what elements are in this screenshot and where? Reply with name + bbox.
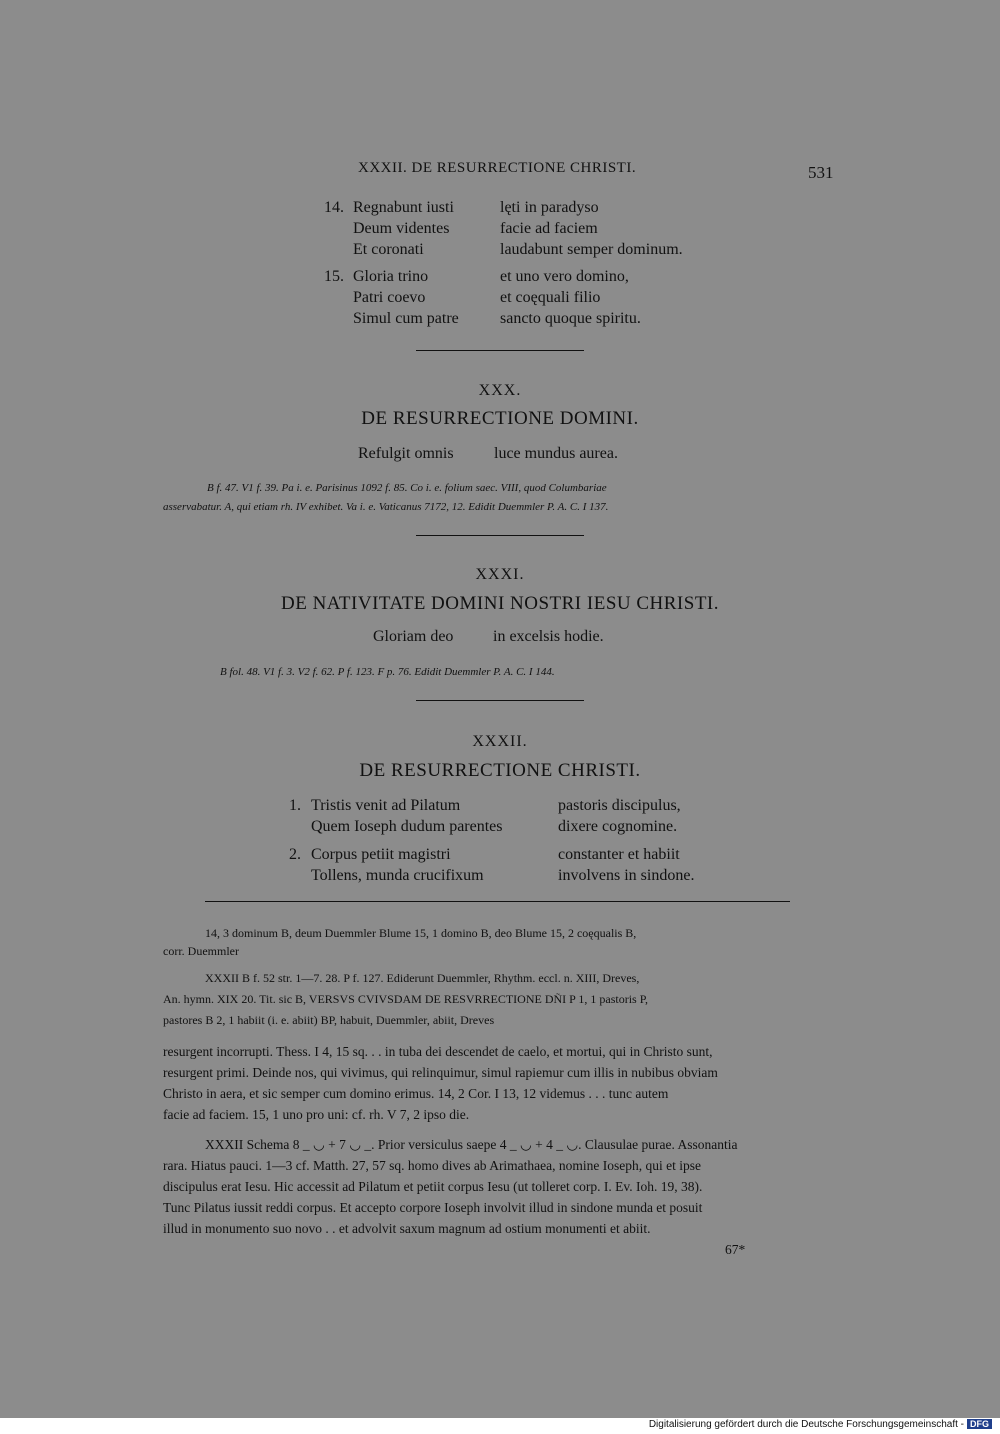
stanza-number: 15.: [324, 268, 344, 285]
verse-line: involvens in sindone.: [558, 867, 695, 884]
verse-line: Tristis venit ad Pilatum: [311, 797, 461, 814]
verse-line: lęti in paradyso: [500, 199, 599, 216]
stanza-number: 1.: [289, 797, 301, 814]
verse-line: sancto quoque spiritu.: [500, 310, 641, 327]
commentary-line: resurgent incorrupti. Thess. I 4, 15 sq. . . in tuba dei descendet de caelo, et mortui, qui in Christo sunt,: [163, 1044, 713, 1059]
section-divider: [416, 700, 584, 701]
apparatus-line: An. hymn. XIX 20. Tit. sic B, VERSVS CVIVSDAM DE RESVRRECTIONE DÑI P 1, 1 pastoris P,: [163, 992, 649, 1006]
verse-line: pastoris discipulus,: [558, 797, 681, 814]
dfg-logo: DFG: [967, 1419, 992, 1429]
manuscript-list: asservabatur. A, qui etiam rh. IV exhibet. Va i. e. Vaticanus 7172, 12. Edidit Duemmler P. A. C. I 137.: [163, 501, 609, 513]
verse-line: Corpus petiit magistri: [311, 846, 451, 863]
apparatus-line: pastores B 2, 1 habiit (i. e. abiit) BP, habuit, Duemmler, abiit, Dreves: [163, 1013, 495, 1027]
apparatus-divider: [205, 901, 790, 902]
commentary-line: rara. Hiatus pauci. 1—3 cf. Matth. 27, 57 sq. homo dives ab Arimathaea, nomine Ioseph, qui et ipse: [163, 1158, 702, 1173]
verse-line: facie ad faciem: [500, 220, 598, 237]
verse-line: Et coronati: [353, 241, 424, 258]
section-title: DE RESURRECTIONE CHRISTI.: [359, 760, 641, 781]
manuscript-list: B fol. 48. V1 f. 3. V2 f. 62. P f. 123. F p. 76. Edidit Duemmler P. A. C. I 144.: [220, 666, 555, 678]
verse-line: Regnabunt iusti: [353, 199, 454, 216]
commentary-line: facie ad faciem. 15, 1 uno pro uni: cf. rh. V 7, 2 ipso die.: [163, 1107, 470, 1122]
funding-notice: [649, 1419, 992, 1430]
apparatus-line: XXXII B f. 52 str. 1—7. 28. P f. 127. Ediderunt Duemmler, Rhythm. eccl. n. XIII, Dreves,: [205, 971, 640, 985]
section-divider: [416, 535, 584, 536]
section-title: DE NATIVITATE DOMINI NOSTRI IESU CHRISTI.: [281, 593, 719, 614]
commentary-line: Christo in aera, et sic semper cum domino erimus. 14, 2 Cor. I 13, 12 videmus . . . tunc autem: [163, 1086, 669, 1101]
stanza-number: 2.: [289, 846, 301, 863]
page-number: 531: [808, 163, 834, 182]
stanza-number: 14.: [324, 199, 344, 216]
funding-text: Digitalisierung gefördert durch die Deutsche Forschungsgemeinschaft -: [648, 1419, 964, 1430]
incipit: luce mundus aurea.: [494, 445, 618, 462]
commentary-line: XXXII Schema 8 _ ◡ + 7 ◡ _. Prior versiculus saepe 4 _ ◡ + 4 _ ◡. Clausulae purae. Assonantia: [205, 1137, 738, 1152]
section-title: DE RESURRECTIONE DOMINI.: [361, 408, 639, 429]
verse-line: Deum videntes: [353, 220, 450, 237]
signature-mark: 67*: [725, 1242, 746, 1257]
manuscript-list: B f. 47. V1 f. 39. Pa i. e. Parisinus 1092 f. 85. Co i. e. folium saec. VIII, quod Columbariae: [207, 482, 607, 494]
commentary-line: Tunc Pilatus iussit reddi corpus. Et accepto corpore Ioseph involvit illud in sindone munda et posuit: [163, 1200, 703, 1215]
footer-bar: [0, 1418, 1000, 1434]
section-number: XXXII.: [472, 733, 528, 750]
incipit: Gloriam deo: [373, 628, 454, 645]
commentary-line: resurgent primi. Deinde nos, qui vivimus, qui relinquimur, simul rapiemur cum illis in nubibus obviam: [163, 1065, 718, 1080]
commentary-line: illud in monumento suo novo . . et advolvit saxum magnum ad ostium monumenti et abiit.: [163, 1221, 651, 1236]
verse-line: laudabunt semper dominum.: [500, 241, 683, 258]
section-divider: [416, 350, 584, 351]
verse-line: Patri coevo: [353, 289, 426, 306]
verse-line: et uno vero domino,: [500, 268, 629, 285]
apparatus-line: 14, 3 dominum B, deum Duemmler Blume 15, 1 domino B, deo Blume 15, 2 coęqualis B,: [205, 926, 637, 940]
section-number: XXXI.: [475, 566, 525, 583]
verse-line: dixere cognomine.: [558, 818, 678, 835]
section-number: XXX.: [478, 382, 522, 399]
verse-line: et coęquali filio: [500, 289, 601, 306]
verse-line: Tollens, munda crucifixum: [311, 867, 484, 884]
verse-line: Gloria trino: [353, 268, 429, 285]
verse-line: constanter et habiit: [558, 846, 680, 863]
incipit: Refulgit omnis: [358, 445, 454, 462]
running-header: XXXII. DE RESURRECTIONE CHRISTI.: [358, 160, 637, 176]
verse-line: Simul cum patre: [353, 310, 459, 327]
verse-line: Quem Ioseph dudum parentes: [311, 818, 503, 835]
commentary-line: discipulus erat Iesu. Hic accessit ad Pilatum et petiit corpus Iesu (ut tolleret corp. I. Ev. Ioh. 19, 38).: [163, 1179, 703, 1194]
incipit: in excelsis hodie.: [493, 628, 604, 645]
apparatus-line: corr. Duemmler: [163, 944, 239, 958]
